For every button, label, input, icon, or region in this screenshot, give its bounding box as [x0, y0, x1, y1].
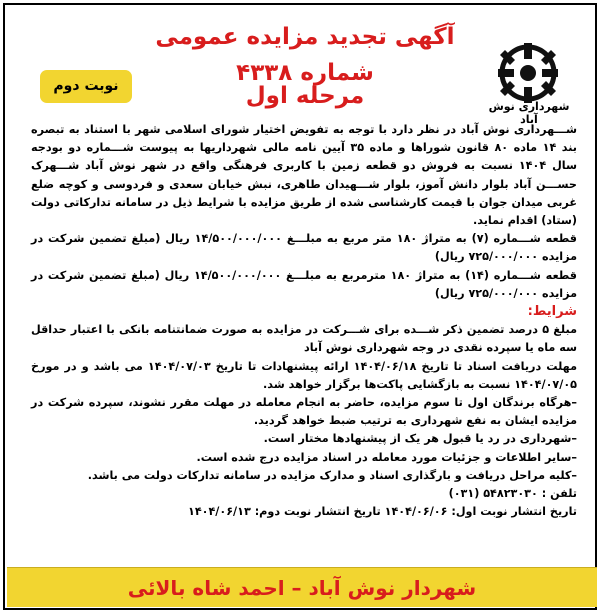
parcel-item-7: قطعه شـــماره (۷) به متراژ ۱۸۰ متر مربع به مبلـــغ ۱۴/۵۰۰/۰۰۰/۰۰۰ ریال (مبلغ تضمین شرکت در مزایده ۷۲۵/۰۰۰/۰۰۰ ریال): [31, 232, 577, 264]
round-badge: نوبت دوم: [40, 70, 132, 103]
parcel-item-14: قطعه شـــماره (۱۴) به متراژ ۱۸۰ مترمربع به مبلـــغ ۱۴/۵۰۰/۰۰۰/۰۰۰ ریال (مبلغ تضمین شرکت در مزایده ۷۲۵/۰۰۰/۰۰۰ ریال): [31, 268, 577, 300]
stage-title: مرحله اول: [245, 83, 365, 109]
footer-band: [7, 567, 597, 607]
condition-item: –شهرداری در رد یا قبول هر یک از پیشنهادها مختار است.: [263, 432, 577, 446]
logo-caption: شهرداری نوش آباد: [488, 100, 570, 126]
conditions-heading: شرایط:: [527, 304, 577, 320]
notice-body: [31, 121, 577, 521]
phone-line: تلفن : ۵۴۸۲۳۰۳۰ (۰۳۱): [448, 487, 577, 501]
condition-item: –سایر اطلاعات و جزئیات مورد معامله در اسناد مزایده درج شده است.: [196, 450, 577, 464]
intro-paragraph: شـــهرداری نوش آباد در نظر دارد با توجه به تفویض اختیار شورای اسلامی شهر با استناد به تبصره بند ۱۴ ماده ۸۰ قانون شوراها و ماده ۳۵ آیین نامه مالی شهرداریها به پیوست شـــماره دو بودجه سال ۱۴۰۴ نسبت به فروش دو قطعه زمین با کاربری فرهنگی واقع در شهر نوش آباد شـــهرک حســـن آباد بلوار دانش آموز، بلوار شـــهیدان طاهری، نبش خیابان سعدی و فردوسی و کوچه ضلع غربی میدان جوان با قیمت کارشناسی شده از طریق مزایده با شرایط ذیل در سامانه تدارکاتی دولت (ستاد) اقدام نماید.: [31, 123, 578, 228]
advertisement-frame: [3, 3, 597, 610]
mayor-signature: شهردار نوش آباد – احمد شاه بالائی: [127, 576, 477, 600]
condition-item: –کلیه مراحل دریافت و بارگذاری اسناد و مدارک مزایده در سامانه تدارکات دولت می باشد.: [87, 468, 577, 482]
publish-dates: تاریخ انتشار نوبت اول: ۱۴۰۴/۰۶/۰۶ تاریخ انتشار نوبت دوم: ۱۴۰۴/۰۶/۱۳: [187, 505, 577, 519]
condition-item: مبلغ ۵ درصد تضمین ذکر شـــده برای شـــرکت در مزایده به صورت ضمانتنامه بانکی با اعتبار حداقل سه ماه یا سپرده نقدی در وجه شهرداری نوش آباد: [31, 323, 577, 355]
condition-item: –هرگاه برندگان اول تا سوم مزایده، حاضر به انجام معامله در مهلت مقرر نشوند، سپرده شرکت در مزایده ایشان به نفع شهرداری به ترتیب ضبط خواهد گردید.: [31, 396, 577, 428]
condition-item: مهلت دریافت اسناد تا تاریخ ۱۴۰۴/۰۶/۱۸ ارائه پیشنهادات تا تاریخ ۱۴۰۴/۰۷/۰۳ می باشد و در مورخ ۱۴۰۴/۰۷/۰۵ نسبت به بازگشایی پاکت‌ها برگزار خواهد شد.: [31, 359, 577, 391]
page-title: آگهی تجدید مزایده عمومی شماره ۴۳۳۸: [155, 24, 455, 86]
